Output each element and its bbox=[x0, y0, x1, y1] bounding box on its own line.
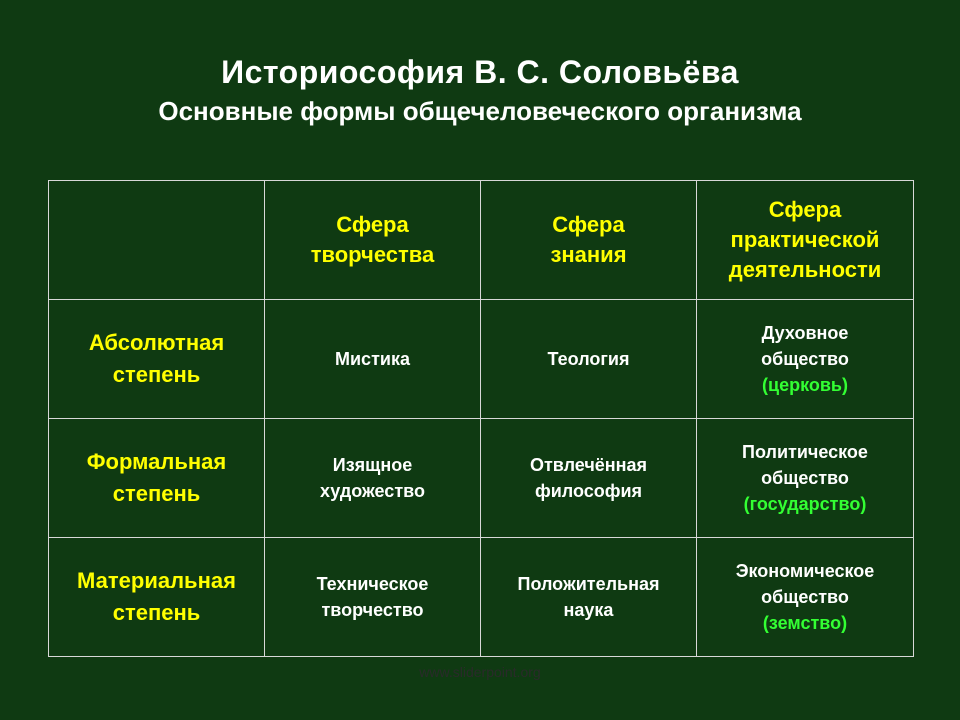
table-cell bbox=[697, 419, 914, 538]
cell-note: (церковь) bbox=[762, 375, 848, 395]
table-cell bbox=[265, 419, 481, 538]
table-cell bbox=[481, 300, 697, 419]
column-header-knowledge: Сфера знания bbox=[481, 181, 697, 300]
table-cell bbox=[265, 300, 481, 419]
row-header-absolute: Абсолютная степень bbox=[49, 300, 265, 419]
column-header-practice: Сфера практической деятельности bbox=[697, 181, 914, 300]
row-header-formal: Формальная степень bbox=[49, 419, 265, 538]
cell-text: Положительная наука bbox=[517, 574, 660, 620]
table-cell bbox=[697, 300, 914, 419]
cell-note: (государство) bbox=[743, 494, 867, 514]
cell-text: Изящное художество bbox=[320, 455, 425, 501]
watermark-text: www.sliderpoint.org bbox=[419, 664, 541, 680]
table-cell bbox=[697, 538, 914, 657]
cell-text: Теология bbox=[547, 349, 630, 369]
table-row-absolute bbox=[49, 300, 914, 419]
forms-table bbox=[48, 180, 914, 657]
column-header-creativity: Сфера творчества bbox=[265, 181, 481, 300]
cell-text: Духовное общество bbox=[761, 323, 849, 369]
table-header-row bbox=[49, 181, 914, 300]
cell-text: Политическое общество bbox=[742, 442, 868, 488]
cell-text: Экономическое общество bbox=[735, 561, 875, 607]
page-title: Историософия В. С. Соловьёва bbox=[221, 54, 739, 90]
cell-text: Отвлечённая философия bbox=[529, 455, 648, 501]
table-cell bbox=[481, 538, 697, 657]
table-cell bbox=[265, 538, 481, 657]
table-corner-cell bbox=[49, 181, 265, 300]
row-header-material: Материальная степень bbox=[49, 538, 265, 657]
cell-note: (земство) bbox=[762, 613, 848, 633]
table-row-formal bbox=[49, 419, 914, 538]
page-subtitle: Основные формы общечеловеческого организма bbox=[158, 96, 802, 126]
cell-text: Техническое творчество bbox=[316, 574, 429, 620]
table-cell bbox=[481, 419, 697, 538]
title-block bbox=[0, 52, 960, 128]
cell-text: Мистика bbox=[335, 349, 410, 369]
table-row-material bbox=[49, 538, 914, 657]
